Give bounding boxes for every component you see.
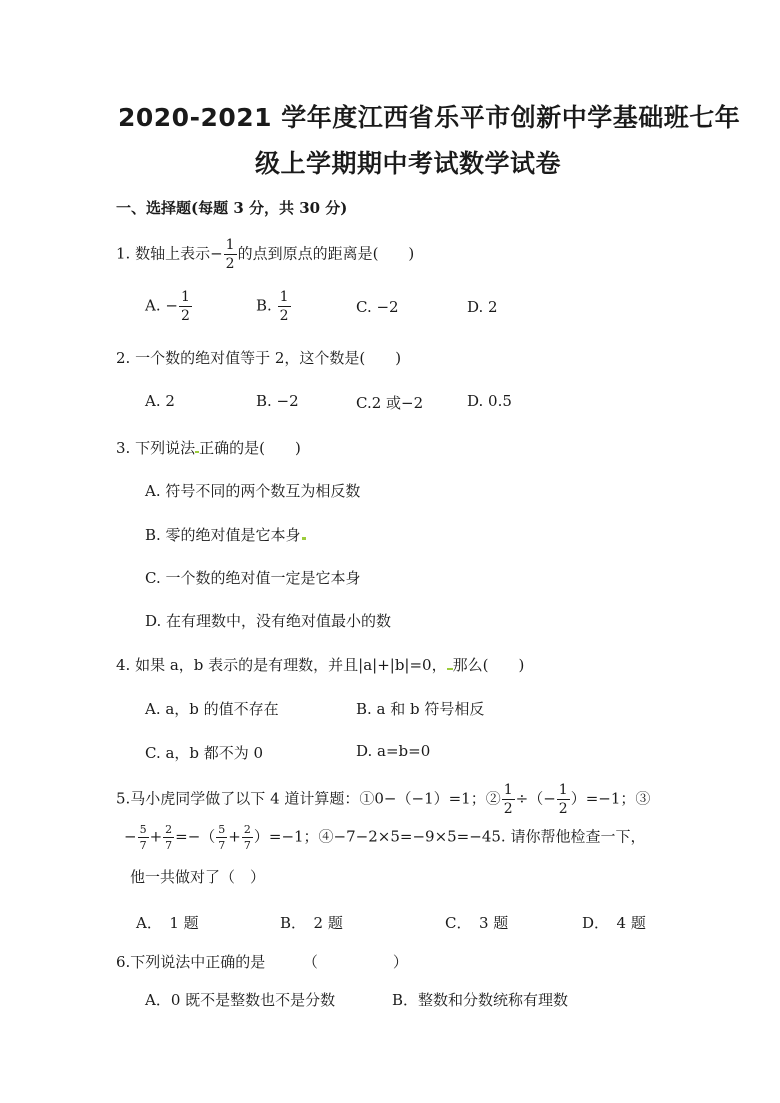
fraction-numerator: 1 (225, 237, 235, 253)
question-1 (116, 238, 414, 271)
fraction (216, 824, 227, 851)
q5-text-part: 5.马小虎同学做了以下 4 道计算题：①0−（−1）=1；② (116, 789, 501, 808)
q5-text-part: ）=−1；④−7−2×5=−9×5=−45. 请你帮他检查一下， (253, 827, 646, 846)
question-3 (116, 437, 301, 458)
q5-text-part: − (124, 827, 137, 846)
fraction-numerator: 5 (139, 823, 147, 836)
q2-option-b: B. −2 (256, 392, 299, 410)
q1-option-c: C. −2 (356, 298, 399, 316)
question-3-text-b: 正确的是( ) (199, 439, 301, 457)
fraction-denominator: 2 (279, 308, 289, 324)
q2-option-a: A. 2 (145, 392, 175, 410)
section-heading: 一、选择题(每题 3 分，共 30 分) (116, 199, 348, 217)
question-1-text-before: 1. 数轴上表示− (116, 244, 223, 263)
q5-text-part: =−（ (175, 827, 216, 846)
q4-option-c: C. a，b 都不为 0 (145, 744, 264, 762)
q5-text-part: + (228, 827, 241, 846)
question-5-line-2 (124, 824, 645, 851)
fraction-denominator: 7 (243, 839, 251, 852)
option-label: B. (256, 296, 272, 315)
option-label: A. − (145, 296, 178, 315)
q1-option-a (145, 290, 193, 323)
fraction-numerator: 2 (243, 823, 251, 836)
question-6: 6.下列说法中正确的是 （ ） (116, 953, 408, 971)
question-2: 2. 一个数的绝对值等于 2，这个数是( ) (116, 349, 402, 367)
fraction-denominator: 7 (218, 839, 226, 852)
fraction (224, 238, 237, 271)
question-3-text-a: 3. 下列说法 (116, 439, 196, 457)
title-line-2: 级上学期期中考试数学试卷 (255, 149, 562, 178)
q4-option-d: D. a=b=0 (356, 742, 431, 760)
question-4-text-b: 那么( ) (452, 656, 525, 674)
fraction (242, 824, 253, 851)
fraction-denominator: 2 (180, 308, 190, 324)
fraction (502, 783, 515, 816)
question-5-line-1 (116, 783, 650, 816)
q5-text-part: ÷（− (515, 789, 556, 808)
q4-option-b: B. a 和 b 符号相反 (356, 700, 485, 718)
fraction-numerator: 1 (503, 782, 513, 798)
q5-option-d: D． 4 题 (582, 914, 646, 932)
highlight-mark (302, 537, 306, 540)
fraction (179, 290, 192, 323)
q5-text-part: ）=−1；③ (570, 789, 651, 808)
title-line-1: 2020-2021 学年度江西省乐平市创新中学基础班七年 (118, 103, 741, 132)
q4-option-a: A. a，b 的值不存在 (145, 700, 279, 718)
fraction-denominator: 7 (165, 839, 173, 852)
q3-option-b-text: B. 零的绝对值是它本身 (145, 526, 301, 544)
q5-option-b: B． 2 题 (280, 914, 343, 932)
q5-text-part: + (149, 827, 163, 846)
q6-option-b: B．整数和分数统称有理数 (392, 991, 569, 1009)
question-5-line-3: 他一共做对了（ ） (130, 868, 266, 886)
q1-option-d: D. 2 (467, 298, 498, 316)
question-4 (116, 654, 524, 675)
q1-option-b (256, 290, 292, 323)
question-1-text-after: 的点到原点的距离是( ) (237, 244, 415, 263)
q3-option-c: C. 一个数的绝对值一定是它本身 (145, 569, 361, 587)
q5-option-c: C． 3 题 (445, 914, 509, 932)
q2-option-d: D. 0.5 (467, 392, 512, 410)
fraction (557, 783, 570, 816)
fraction (163, 824, 174, 851)
q3-option-d: D. 在有理数中，没有绝对值最小的数 (145, 612, 392, 630)
q5-option-a: A． 1 题 (136, 914, 199, 932)
fraction (138, 824, 149, 851)
fraction-numerator: 1 (279, 289, 289, 305)
fraction-denominator: 2 (225, 256, 235, 272)
fraction-denominator: 7 (139, 839, 147, 852)
fraction-denominator: 2 (503, 801, 513, 817)
q2-option-c: C.2 或−2 (356, 394, 424, 412)
q3-option-b (145, 524, 306, 545)
question-4-text-a: 4. 如果 a，b 表示的是有理数，并且|a|+|b|=0， (116, 656, 447, 674)
fraction-numerator: 2 (165, 823, 173, 836)
fraction-denominator: 2 (558, 801, 568, 817)
q3-option-a: A. 符号不同的两个数互为相反数 (145, 482, 361, 500)
q6-option-a: A．0 既不是整数也不是分数 (145, 991, 336, 1009)
fraction-numerator: 1 (180, 289, 190, 305)
fraction-numerator: 1 (558, 782, 568, 798)
fraction (278, 290, 291, 323)
fraction-numerator: 5 (218, 823, 226, 836)
